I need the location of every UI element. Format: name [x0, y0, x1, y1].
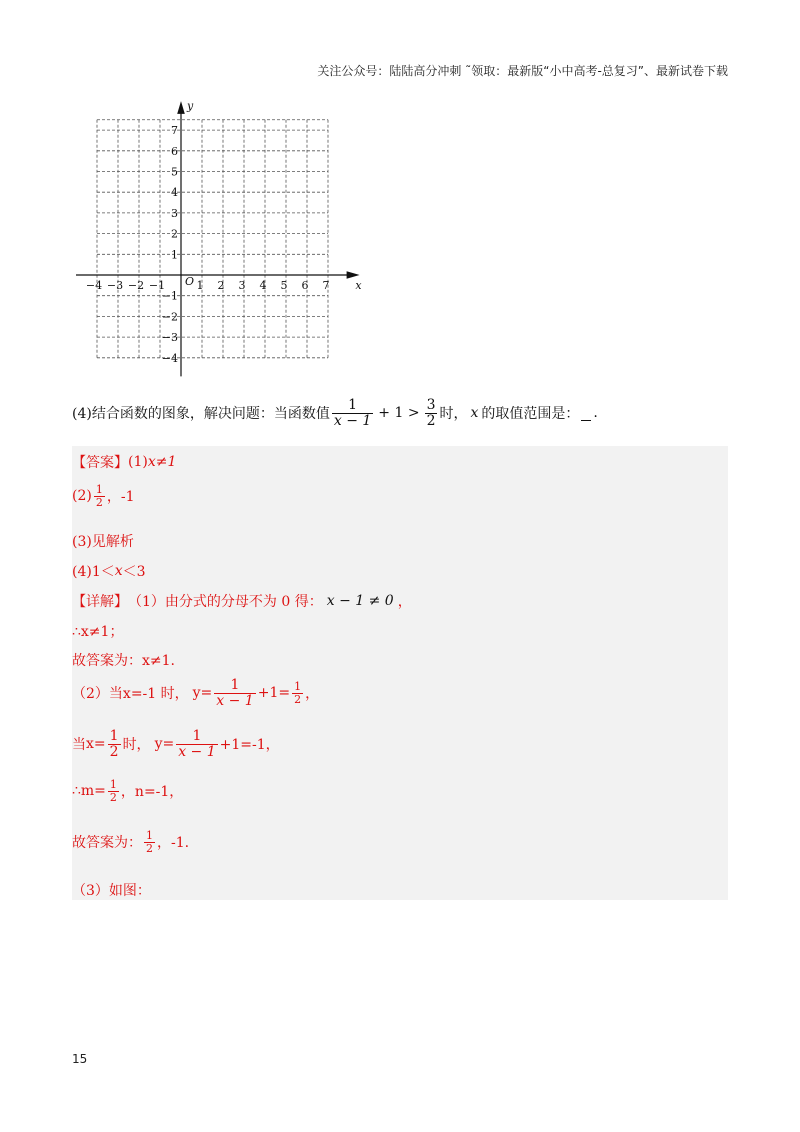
answer-line-4	[72, 561, 146, 581]
detail-4-b: x=-1 时，	[122, 686, 189, 703]
answer-tag: 【答案】	[72, 455, 128, 471]
detail-5-b: x=	[86, 736, 106, 753]
y-tick-label: 1	[171, 248, 178, 262]
answer-line-1	[72, 452, 176, 472]
detail-2-text: ∴x≠1；	[72, 624, 124, 640]
detail-4-a: （2）当	[72, 686, 123, 703]
detail-5-e: +1=-1，	[219, 737, 280, 754]
x-tick-label: 6	[301, 279, 309, 292]
detail-4-end: ，	[305, 686, 320, 703]
q4-frac2-num: 3	[426, 397, 436, 413]
x-tick-label: −4	[85, 279, 103, 292]
answer-line-2	[72, 484, 134, 508]
detail-tag: 【详解】	[72, 594, 128, 610]
detail-1-math: x − 1 ≠ 0	[326, 593, 394, 609]
detail-line-8	[72, 880, 151, 900]
detail-5-c: 时，	[122, 737, 151, 754]
y-tick-label: 4	[171, 186, 178, 200]
x-tick-label: −3	[106, 279, 124, 292]
detail-6-fraction	[108, 779, 119, 803]
x-tick-label: 4	[259, 279, 267, 292]
y-tick-label: −3	[161, 331, 178, 345]
y-axis-arrow	[178, 103, 184, 113]
answer-3-text: (3)见解析	[72, 534, 134, 550]
q4-prefix: (4)结合函数的图象，解决问题：当函数值	[72, 406, 330, 423]
x-axis-arrow	[347, 272, 357, 278]
detail-8-text: （3）如图：	[72, 883, 151, 899]
detail-4-d: +1=	[257, 685, 291, 702]
y-tick-label: −4	[161, 351, 178, 365]
x-tick-label: 2	[217, 279, 225, 292]
y-tick-label: 3	[171, 206, 178, 220]
x-tick-label: 3	[238, 279, 246, 292]
y-axis-label: y	[187, 99, 194, 113]
detail-7-a: 故答案为：	[72, 835, 142, 852]
detail-line-5	[72, 729, 280, 759]
answer-1-expr: x≠1	[147, 454, 177, 470]
detail-6-a: ∴m=	[72, 783, 106, 800]
answer-4-prefix: (4)1＜	[72, 564, 115, 580]
detail-7-fraction	[144, 830, 155, 854]
detail-line-6	[72, 779, 183, 803]
answer-4-var: x	[114, 563, 123, 579]
detail-5-frac1-den: 2	[109, 743, 119, 760]
x-tick-label: −1	[148, 279, 166, 292]
detail-7-frac-num: 1	[146, 829, 153, 842]
page-header: 关注公众号：陆陆高分冲刺 ˜领取：最新版“小中高考-总复习”、最新试卷下载	[317, 64, 728, 78]
detail-5-fraction-2	[176, 729, 217, 759]
q4-fraction-1	[332, 398, 373, 428]
grid-lines	[97, 120, 328, 358]
q4-suffix: 的取值范围是：	[481, 406, 580, 423]
detail-6-frac-num: 1	[109, 778, 117, 791]
answer-4-rest: ＜3	[122, 564, 146, 580]
detail-4-frac1-num: 1	[230, 677, 240, 693]
x-tick-label: −2	[127, 279, 145, 292]
q4-answer-blank	[581, 406, 591, 421]
origin-label: O	[185, 275, 195, 288]
answer-line-3	[72, 531, 134, 551]
detail-4-fraction-2	[292, 681, 303, 705]
q4-frac2-den: 2	[426, 412, 436, 429]
detail-4-frac2-num: 1	[294, 680, 302, 694]
detail-5-frac2-num: 1	[192, 728, 202, 744]
q4-middle: + 1 >	[378, 405, 420, 422]
tick-labels	[86, 99, 363, 364]
detail-5-fraction-1	[108, 729, 121, 759]
y-tick-label: 6	[171, 144, 178, 158]
y-tick-label: 2	[171, 227, 178, 241]
detail-4-frac1-den: x − 1	[216, 692, 254, 709]
detail-line-4	[72, 678, 319, 708]
detail-6-frac-den: 2	[109, 790, 117, 804]
detail-7-frac-den: 2	[146, 841, 153, 855]
answer-2-frac-num: 1	[95, 483, 103, 496]
detail-6-b: ，n=-1，	[120, 784, 184, 801]
detail-line-2	[72, 621, 123, 641]
q4-fraction-2	[425, 398, 438, 428]
y-tick-label: −1	[161, 289, 178, 303]
q4-after: 时，	[439, 406, 468, 423]
detail-line-3	[72, 650, 175, 670]
page-number: 15	[72, 1052, 88, 1066]
q4-frac1-num: 1	[348, 397, 358, 413]
detail-4-fraction-1	[214, 678, 255, 708]
y-tick-label: 7	[171, 124, 178, 138]
detail-5-a: 当	[72, 737, 86, 754]
detail-4-frac2-den: 2	[294, 692, 302, 706]
coordinate-grid	[60, 96, 370, 386]
detail-5-frac1-num: 1	[109, 728, 119, 744]
q4-var: x	[470, 405, 479, 422]
y-tick-label: −2	[161, 310, 178, 324]
answer-2-fraction	[94, 484, 105, 508]
x-tick-label: 7	[322, 279, 330, 292]
detail-line-7	[72, 830, 189, 854]
q4-end: .	[593, 405, 598, 422]
q4-frac1-den: x − 1	[333, 412, 372, 429]
x-axis-label: x	[355, 279, 362, 292]
detail-1-end: ，	[397, 594, 412, 610]
detail-7-b: ，-1.	[157, 835, 190, 852]
y-tick-label: 5	[171, 165, 178, 179]
answer-2-frac-den: 2	[95, 495, 103, 509]
answer-2-rest: ，-1	[106, 489, 135, 506]
detail-line-1	[72, 591, 412, 611]
x-tick-label: 5	[280, 279, 288, 292]
detail-4-c: y=	[192, 685, 213, 702]
detail-5-d: y=	[154, 736, 175, 753]
detail-1-text: （1）由分式的分母不为 0 得：	[128, 594, 323, 610]
answer-2-prefix: (2)	[72, 488, 92, 505]
x-tick-label: 1	[196, 279, 204, 292]
detail-5-frac2-den: x − 1	[178, 743, 216, 760]
answer-1-num: (1)	[128, 454, 148, 470]
detail-3-text: 故答案为：x≠1.	[72, 653, 175, 669]
question-4	[72, 398, 598, 428]
